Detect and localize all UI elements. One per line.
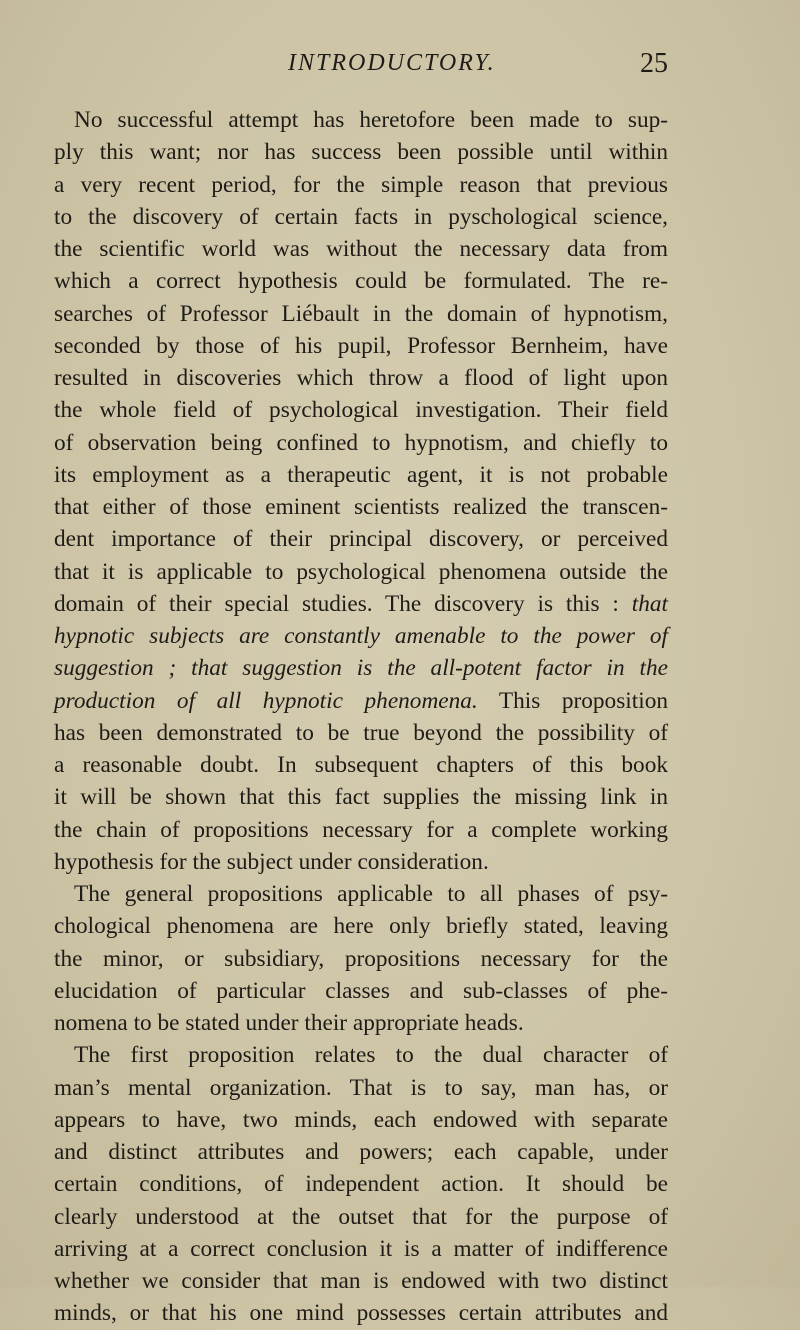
- text-line: [54, 362, 668, 394]
- text-line: [54, 104, 668, 136]
- body-text: [54, 104, 668, 1330]
- text-line: [54, 136, 668, 168]
- line-text: dent importance of their principal discovery, or perceived: [54, 526, 668, 553]
- line-text: ply this want; nor has success been possible until within: [54, 139, 668, 166]
- line-text: and distinct attributes and powers; each capable, under: [54, 1139, 668, 1165]
- text-line: [54, 459, 668, 491]
- text-line: [54, 781, 668, 813]
- text-line: [54, 1136, 668, 1168]
- text-line: [54, 717, 668, 749]
- line-text: seconded by those of his pupil, Professor Bernheim, have: [54, 332, 668, 359]
- page-header: [288, 50, 668, 90]
- italic-text: that: [631, 590, 668, 617]
- line-text: No successful attempt has heretofore been made to sup-: [74, 107, 668, 133]
- text-line: [54, 523, 668, 555]
- line-text: nomena to be stated under their appropriate heads.: [54, 1010, 524, 1036]
- line-text: whether we consider that man is endowed with two distinct: [54, 1268, 668, 1294]
- running-head: INTRODUCTORY.: [288, 50, 496, 76]
- line-text: resulted in discoveries which throw a flood of light upon: [54, 365, 668, 391]
- line-text: the scientific world was without the necessary data from: [54, 236, 668, 262]
- line-text: has been demonstrated to be true beyond the possibility of: [54, 719, 668, 746]
- line-text: arriving at a correct conclusion it is a matter of indifference: [54, 1235, 668, 1262]
- line-text: appears to have, two minds, each endowed with separate: [54, 1106, 668, 1133]
- text-line: [54, 427, 668, 459]
- text-line: [54, 588, 668, 620]
- text-line: [54, 878, 668, 910]
- italic-text: suggestion ; that suggestion is the all-potent factor in the: [54, 655, 668, 682]
- line-text: the chain of propositions necessary for a complete working: [54, 816, 668, 843]
- italic-text: hypnotic subjects are constantly amenable to the power of: [54, 623, 668, 649]
- text-line: [54, 1039, 668, 1071]
- line-text: which a correct hypothesis could be formulated. The re-: [54, 268, 668, 295]
- line-text: the whole field of psychological investigation. Their field: [54, 397, 668, 424]
- line-text: domain of their special studies. The discovery is this :: [54, 590, 619, 617]
- text-line: [54, 491, 668, 523]
- line-text: This proposition: [477, 687, 668, 714]
- line-text: The first proposition relates to the dual character of: [74, 1042, 668, 1069]
- text-line: [54, 749, 668, 781]
- text-line: [54, 1104, 668, 1136]
- line-text: man’s mental organization. That is to say, man has, or: [54, 1074, 668, 1101]
- line-text: clearly understood at the outset that for the purpose of: [54, 1203, 668, 1230]
- text-line: [54, 1297, 668, 1329]
- text-line: [54, 394, 668, 426]
- text-line: [54, 330, 668, 362]
- text-line: [54, 233, 668, 265]
- line-text: of observation being confined to hypnotism, and chiefly to: [54, 429, 668, 456]
- text-line: [54, 652, 668, 684]
- text-line: [54, 943, 668, 975]
- text-line: [54, 1007, 668, 1039]
- text-line: [54, 298, 668, 330]
- line-text: minds, or that his one mind possesses certain attributes and: [54, 1300, 668, 1327]
- text-line: [54, 910, 668, 942]
- text-line: [54, 620, 668, 652]
- line-text: its employment as a therapeutic agent, it is not probable: [54, 461, 668, 488]
- line-text: The general propositions applicable to all phases of psy-: [74, 881, 668, 907]
- text-line: [54, 1265, 668, 1297]
- line-text: hypothesis for the subject under consideration.: [54, 848, 489, 875]
- text-line: [54, 846, 668, 878]
- line-text: a reasonable doubt. In subsequent chapters of this book: [54, 752, 668, 778]
- text-line: [54, 1072, 668, 1104]
- italic-text: production of all hypnotic phenomena.: [54, 687, 478, 714]
- line-text: chological phenomena are here only briefly stated, leaving: [54, 913, 668, 940]
- line-text: that either of those eminent scientists realized the transcen-: [54, 494, 668, 520]
- text-line: [54, 814, 668, 846]
- text-line: [54, 975, 668, 1007]
- line-text: it will be shown that this fact supplies the missing link in: [54, 784, 668, 811]
- line-text: certain conditions, of independent action. It should be: [54, 1171, 668, 1198]
- text-line: [54, 1168, 668, 1200]
- line-text: that it is applicable to psychological phenomena outside the: [54, 558, 668, 585]
- text-line: [54, 169, 668, 201]
- text-line: [54, 1233, 668, 1265]
- page-number: 25: [640, 48, 668, 79]
- text-line: [54, 1201, 668, 1233]
- text-line: [54, 201, 668, 233]
- line-text: the minor, or subsidiary, propositions necessary for the: [54, 945, 668, 972]
- line-text: to the discovery of certain facts in pyschological science,: [54, 203, 668, 230]
- line-text: searches of Professor Liébault in the domain of hypnotism,: [54, 300, 668, 327]
- text-line: [54, 265, 668, 297]
- text-line: [54, 556, 668, 588]
- line-text: elucidation of particular classes and sub-classes of phe-: [54, 977, 668, 1004]
- line-text: a very recent period, for the simple reason that previous: [54, 171, 668, 198]
- text-line: [54, 685, 668, 717]
